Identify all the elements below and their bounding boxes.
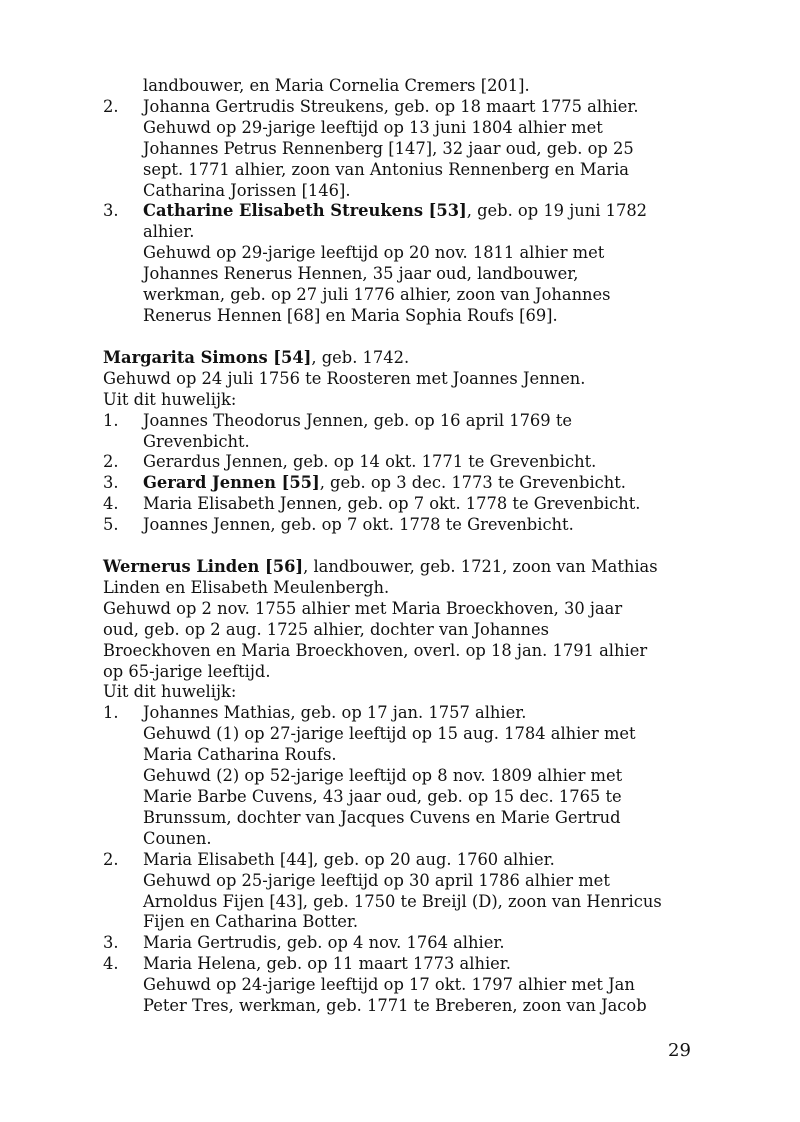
text-fragment: , geb. 1742.: [311, 347, 410, 367]
text-line: Gerardus Jennen, geb. op 14 okt. 1771 te Grevenbicht.: [143, 452, 597, 472]
text-line: landbouwer, en Maria Cornelia Cremers [201].: [143, 76, 530, 95]
item-number: 4.: [103, 494, 119, 514]
text-line: sept. 1771 alhier, zoon van Antonius Rennenberg en Maria: [143, 159, 630, 179]
text-line: Brunssum, dochter van Jacques Cuvens en Marie Gertrud: [143, 807, 621, 827]
list-item: [103, 473, 703, 494]
item-number: 5.: [103, 515, 119, 535]
text-line: Gehuwd (2) op 52-jarige leeftijd op 8 nov. 1809 alhier met: [143, 766, 623, 786]
person-name: Gerard Jennen [55]: [143, 473, 320, 493]
text-line: op 65-jarige leeftijd.: [103, 661, 271, 681]
text-line: Renerus Hennen [68] en Maria Sophia Roufs [69].: [143, 305, 558, 325]
text-line: Maria Elisabeth [44], geb. op 20 aug. 1760 alhier.: [143, 849, 555, 869]
text-fragment: , geb. op 3 dec. 1773 te Grevenbicht.: [319, 473, 626, 493]
item-number: 4.: [103, 954, 119, 974]
text-line: Marie Barbe Cuvens, 43 jaar oud, geb. op 15 dec. 1765 te: [143, 787, 622, 806]
text-line: Broeckhoven en Maria Broeckhoven, overl. op 18 jan. 1791 alhier: [103, 640, 648, 660]
text-line: Maria Helena, geb. op 11 maart 1773 alhier.: [143, 954, 511, 974]
list-item: [103, 494, 703, 515]
text-line: Gehuwd op 29-jarige leeftijd op 13 juni 1804 alhier met: [143, 117, 603, 137]
spacer: [103, 536, 703, 557]
text-line: Johanna Gertrudis Streukens, geb. op 18 maart 1775 alhier.: [143, 96, 639, 116]
text-line: Linden en Elisabeth Meulenbergh.: [103, 577, 390, 597]
text-line: [143, 473, 626, 494]
text-line: Maria Catharina Roufs.: [143, 745, 337, 765]
list-item: [103, 201, 703, 222]
text-line: Joannes Jennen, geb. op 7 okt. 1778 te Grevenbicht.: [143, 515, 574, 535]
page-number: 29: [668, 1040, 691, 1061]
text-line: Uit dit huwelijk:: [103, 389, 237, 409]
item-number: 3.: [103, 933, 119, 953]
text-line: Peter Tres, werkman, geb. 1771 te Breberen, zoon van Jacob: [143, 996, 647, 1016]
item-number: 1.: [103, 410, 119, 430]
text-line: Gehuwd op 24 juli 1756 te Roosteren met Joannes Jennen.: [103, 368, 586, 388]
text-line: Gehuwd op 25-jarige leeftijd op 30 april 1786 alhier met: [143, 870, 610, 890]
text-line: Grevenbicht.: [143, 431, 250, 451]
text-line: Gehuwd op 24-jarige leeftijd op 17 okt. 1797 alhier met Jan: [143, 975, 635, 995]
item-number: 2.: [103, 849, 119, 869]
text-line: werkman, geb. op 27 juli 1776 alhier, zoon van Johannes: [143, 285, 611, 305]
list-item: [103, 452, 703, 473]
item-number: 2.: [103, 452, 119, 472]
item-number: 2.: [103, 96, 119, 116]
text-line: Gehuwd op 29-jarige leeftijd op 20 nov. 1811 alhier met: [143, 243, 605, 263]
text-line: alhier.: [143, 222, 195, 242]
spacer: [103, 327, 703, 348]
list-item: [103, 411, 703, 432]
text-line: Counen.: [143, 828, 212, 848]
text-line: Fijen en Catharina Botter.: [143, 912, 359, 932]
text-line: Gehuwd op 2 nov. 1755 alhier met Maria Broeckhoven, 30 jaar: [103, 598, 623, 618]
list-item: [103, 97, 703, 118]
page-body: [103, 76, 703, 1017]
text-line: Joannes Theodorus Jennen, geb. op 16 april 1769 te: [143, 410, 572, 430]
text-line: Maria Gertrudis, geb. op 4 nov. 1764 alhier.: [143, 933, 505, 953]
item-number: 3.: [103, 473, 119, 493]
entry-heading: [103, 557, 703, 578]
person-name: Margarita Simons [54]: [103, 347, 312, 367]
text-line: [143, 201, 647, 222]
person-name: Wernerus Linden [56]: [103, 557, 304, 577]
list-item: [103, 703, 703, 724]
list-item: [103, 515, 703, 536]
text-line: Johannes Petrus Rennenberg [147], 32 jaar oud, geb. op 25: [143, 138, 634, 158]
text-line: Catharina Jorissen [146].: [143, 180, 351, 200]
person-name: Catharine Elisabeth Streukens [53]: [143, 201, 467, 221]
text-line: Maria Elisabeth Jennen, geb. op 7 okt. 1778 te Grevenbicht.: [143, 494, 641, 514]
list-item: [103, 954, 703, 975]
text-line: oud, geb. op 2 aug. 1725 alhier, dochter van Johannes: [103, 619, 550, 639]
item-number: 3.: [103, 201, 119, 221]
text-line: Johannes Mathias, geb. op 17 jan. 1757 alhier.: [143, 703, 527, 723]
text-line: Arnoldus Fijen [43], geb. 1750 te Breijl (D), zoon van Henricus: [143, 891, 662, 911]
text-fragment: , landbouwer, geb. 1721, zoon van Mathias: [303, 557, 658, 577]
text-fragment: , geb. op 19 juni 1782: [466, 201, 648, 221]
text-line: Uit dit huwelijk:: [103, 682, 237, 702]
entry-heading: [103, 348, 703, 369]
text-line: Johannes Renerus Hennen, 35 jaar oud, landbouwer,: [143, 264, 579, 284]
list-item: [103, 933, 703, 954]
text-line: Gehuwd (1) op 27-jarige leeftijd op 15 aug. 1784 alhier met: [143, 724, 636, 744]
list-item: [103, 850, 703, 871]
item-number: 1.: [103, 703, 119, 723]
